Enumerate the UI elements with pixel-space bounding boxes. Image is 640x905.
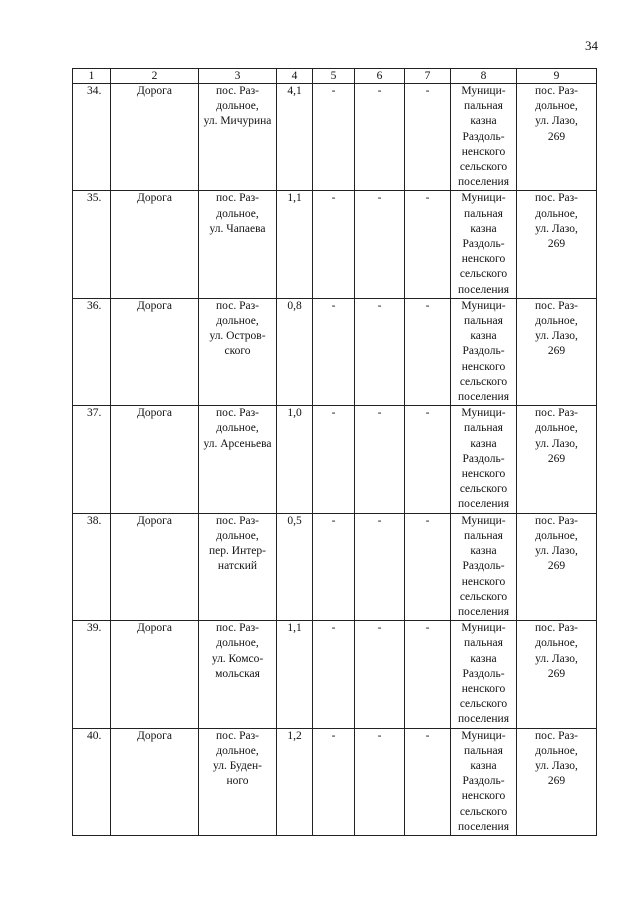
table-row xyxy=(73,191,597,298)
location-cell-line: ул. Лазо, xyxy=(535,330,578,343)
owner-cell xyxy=(451,621,517,728)
table-row xyxy=(73,298,597,405)
location-cell-line: дольное, xyxy=(535,529,578,542)
object-type: Дорога xyxy=(111,621,199,728)
location-cell-line: 269 xyxy=(547,560,566,573)
col7-cell: - xyxy=(405,513,451,620)
owner-cell-line: поселения xyxy=(458,820,509,833)
owner-cell-line: поселения xyxy=(458,176,509,189)
row-number: 38. xyxy=(73,513,111,620)
location-cell-line: ул. Лазо, xyxy=(535,759,578,772)
address-cell-line: ул. Арсеньева xyxy=(203,437,272,450)
address-cell-line: пос. Раз- xyxy=(216,729,259,742)
col5-cell: - xyxy=(313,191,355,298)
owner-cell-line: ненского xyxy=(461,468,506,481)
length-cell: 1,1 xyxy=(277,621,313,728)
header-cell: 1 xyxy=(73,69,111,84)
table-row xyxy=(73,621,597,728)
header-cell: 3 xyxy=(199,69,277,84)
owner-cell xyxy=(451,728,517,835)
owner-cell-line: Муници- xyxy=(461,622,506,635)
owner-cell-line: поселения xyxy=(458,391,509,404)
location-cell-line: ул. Лазо, xyxy=(535,652,578,665)
location-cell xyxy=(517,84,597,191)
owner-cell-line: Раздоль- xyxy=(462,775,505,788)
col7-cell: - xyxy=(405,621,451,728)
address-cell-line: пос. Раз- xyxy=(216,85,259,97)
owner-cell-line: казна xyxy=(470,330,497,343)
header-cell: 6 xyxy=(355,69,405,84)
address-cell-line: дольное, xyxy=(216,207,259,220)
owner-cell-line: сельского xyxy=(459,161,508,174)
owner-cell-line: сельского xyxy=(459,698,508,711)
table-row xyxy=(73,406,597,513)
owner-cell-line: Раздоль- xyxy=(462,452,505,465)
address-cell-line: ул. Чапаева xyxy=(209,222,266,235)
col6-cell: - xyxy=(355,406,405,513)
table-row xyxy=(73,728,597,835)
address-cell-line: ного xyxy=(226,775,249,788)
owner-cell-line: казна xyxy=(470,759,497,772)
location-cell-line: дольное, xyxy=(535,100,578,113)
location-cell-line: пос. Раз- xyxy=(535,192,578,205)
object-type: Дорога xyxy=(111,298,199,405)
address-cell-line: ул. Комсо- xyxy=(211,652,264,665)
address-cell xyxy=(199,513,277,620)
location-cell-line: пос. Раз- xyxy=(535,622,578,635)
location-cell-line: дольное, xyxy=(535,422,578,435)
address-cell-line: пос. Раз- xyxy=(216,192,259,205)
owner-cell-line: ненского xyxy=(461,253,506,266)
col6-cell: - xyxy=(355,728,405,835)
location-cell xyxy=(517,621,597,728)
location-cell-line: ул. Лазо, xyxy=(535,437,578,450)
owner-cell-line: пальная xyxy=(464,315,503,328)
length-cell: 0,8 xyxy=(277,298,313,405)
address-cell-line: дольное, xyxy=(216,422,259,435)
location-cell-line: дольное, xyxy=(535,315,578,328)
location-cell xyxy=(517,728,597,835)
row-number: 40. xyxy=(73,728,111,835)
owner-cell-line: сельского xyxy=(459,590,508,603)
object-type: Дорога xyxy=(111,728,199,835)
owner-cell-line: ненского xyxy=(461,145,506,158)
owner-cell-line: пальная xyxy=(464,207,503,220)
length-cell: 1,1 xyxy=(277,191,313,298)
address-cell xyxy=(199,298,277,405)
col7-cell: - xyxy=(405,84,451,191)
owner-cell xyxy=(451,513,517,620)
col7-cell: - xyxy=(405,406,451,513)
table-row xyxy=(73,84,597,191)
location-cell-line: пос. Раз- xyxy=(535,299,578,312)
address-cell-line: ул. Остров- xyxy=(209,330,266,343)
owner-cell-line: сельского xyxy=(459,268,508,281)
row-number: 39. xyxy=(73,621,111,728)
address-cell xyxy=(199,406,277,513)
owner-cell-line: Раздоль- xyxy=(462,667,505,680)
owner-cell-line: казна xyxy=(470,545,497,558)
location-cell-line: 269 xyxy=(547,775,566,788)
location-cell-line: пос. Раз- xyxy=(535,407,578,420)
address-cell-line: дольное, xyxy=(216,315,259,328)
owner-cell xyxy=(451,191,517,298)
owner-cell-line: казна xyxy=(470,222,497,235)
owner-cell-line: ненского xyxy=(461,682,506,695)
owner-cell-line: ненского xyxy=(461,790,506,803)
owner-cell-line: пальная xyxy=(464,422,503,435)
owner-cell-line: казна xyxy=(470,652,497,665)
address-cell-line: натский xyxy=(217,560,258,573)
owner-cell-line: сельского xyxy=(459,375,508,388)
address-cell-line: дольное, xyxy=(216,637,259,650)
owner-cell-line: Муници- xyxy=(461,407,506,420)
location-cell-line: ул. Лазо, xyxy=(535,222,578,235)
header-cell: 7 xyxy=(405,69,451,84)
owner-cell-line: Муници- xyxy=(461,299,506,312)
page-number: 34 xyxy=(585,38,598,53)
owner-cell-line: поселения xyxy=(458,283,509,296)
object-type: Дорога xyxy=(111,191,199,298)
owner-cell-line: пальная xyxy=(464,637,503,650)
owner-cell-line: Муници- xyxy=(461,514,506,527)
table-row xyxy=(73,513,597,620)
address-cell-line: пер. Интер- xyxy=(209,545,266,558)
col5-cell: - xyxy=(313,513,355,620)
owner-cell-line: пальная xyxy=(464,744,503,757)
location-cell-line: 269 xyxy=(547,130,566,143)
owner-cell-line: Муници- xyxy=(461,729,506,742)
object-type: Дорога xyxy=(111,406,199,513)
header-cell: 9 xyxy=(517,69,597,84)
address-cell-line: дольное, xyxy=(216,529,259,542)
address-cell xyxy=(199,621,277,728)
owner-cell-line: Муници- xyxy=(461,192,506,205)
header-cell: 8 xyxy=(451,69,517,84)
location-cell-line: 269 xyxy=(547,667,566,680)
address-cell-line: ул. Буден- xyxy=(212,759,262,772)
owner-cell-line: сельского xyxy=(459,805,508,818)
length-cell: 1,2 xyxy=(277,728,313,835)
col7-cell: - xyxy=(405,298,451,405)
location-cell-line: дольное, xyxy=(535,207,578,220)
owner-cell-line: казна xyxy=(470,115,497,128)
col5-cell: - xyxy=(313,298,355,405)
location-cell xyxy=(517,513,597,620)
header-row xyxy=(73,69,597,84)
owner-cell-line: ненского xyxy=(461,360,506,373)
owner-cell-line: пальная xyxy=(464,100,503,113)
row-number: 37. xyxy=(73,406,111,513)
location-cell xyxy=(517,191,597,298)
col5-cell: - xyxy=(313,84,355,191)
owner-cell-line: Раздоль- xyxy=(462,130,505,143)
owner-cell-line: Раздоль- xyxy=(462,345,505,358)
owner-cell-line: пальная xyxy=(464,529,503,542)
col7-cell: - xyxy=(405,191,451,298)
address-cell xyxy=(199,191,277,298)
header-cell: 2 xyxy=(111,69,199,84)
owner-cell xyxy=(451,406,517,513)
header-cell: 5 xyxy=(313,69,355,84)
location-cell-line: 269 xyxy=(547,452,566,465)
location-cell-line: 269 xyxy=(547,345,566,358)
owner-cell-line: Раздоль- xyxy=(462,238,505,251)
col6-cell: - xyxy=(355,513,405,620)
header-cell: 4 xyxy=(277,69,313,84)
owner-cell-line: Муници- xyxy=(461,85,506,97)
col5-cell: - xyxy=(313,728,355,835)
owner-cell-line: поселения xyxy=(458,498,509,511)
owner-cell-line: поселения xyxy=(458,713,509,726)
col6-cell: - xyxy=(355,191,405,298)
location-cell xyxy=(517,298,597,405)
object-type: Дорога xyxy=(111,84,199,191)
owner-cell-line: Раздоль- xyxy=(462,560,505,573)
address-cell-line: ул. Мичурина xyxy=(203,115,272,128)
location-cell-line: ул. Лазо, xyxy=(535,545,578,558)
location-cell-line: пос. Раз- xyxy=(535,85,578,97)
location-cell-line: 269 xyxy=(547,238,566,251)
address-cell-line: пос. Раз- xyxy=(216,514,259,527)
length-cell: 1,0 xyxy=(277,406,313,513)
location-cell-line: дольное, xyxy=(535,744,578,757)
address-cell-line: пос. Раз- xyxy=(216,622,259,635)
owner-cell-line: сельского xyxy=(459,483,508,496)
owner-cell xyxy=(451,84,517,191)
owner-cell-line: поселения xyxy=(458,605,509,618)
location-cell xyxy=(517,406,597,513)
location-cell-line: пос. Раз- xyxy=(535,729,578,742)
col6-cell: - xyxy=(355,621,405,728)
row-number: 35. xyxy=(73,191,111,298)
location-cell-line: дольное, xyxy=(535,637,578,650)
address-cell-line: мольская xyxy=(215,667,260,680)
col5-cell: - xyxy=(313,621,355,728)
row-number: 36. xyxy=(73,298,111,405)
address-cell-line: ского xyxy=(224,345,251,358)
address-cell xyxy=(199,728,277,835)
address-cell-line: пос. Раз- xyxy=(216,407,259,420)
registry-table xyxy=(72,68,597,836)
length-cell: 0,5 xyxy=(277,513,313,620)
col6-cell: - xyxy=(355,298,405,405)
address-cell-line: дольное, xyxy=(216,744,259,757)
location-cell-line: ул. Лазо, xyxy=(535,115,578,128)
owner-cell xyxy=(451,298,517,405)
owner-cell-line: ненского xyxy=(461,575,506,588)
address-cell-line: пос. Раз- xyxy=(216,299,259,312)
length-cell: 4,1 xyxy=(277,84,313,191)
address-cell-line: дольное, xyxy=(216,100,259,113)
col6-cell: - xyxy=(355,84,405,191)
col5-cell: - xyxy=(313,406,355,513)
location-cell-line: пос. Раз- xyxy=(535,514,578,527)
object-type: Дорога xyxy=(111,513,199,620)
row-number: 34. xyxy=(73,84,111,191)
address-cell xyxy=(199,84,277,191)
owner-cell-line: казна xyxy=(470,437,497,450)
col7-cell: - xyxy=(405,728,451,835)
